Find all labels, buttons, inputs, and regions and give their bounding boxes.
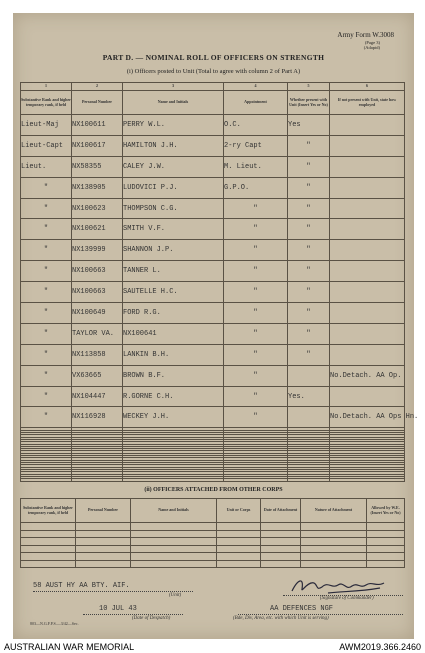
- table-cell: [131, 530, 217, 538]
- table-cell: [21, 523, 76, 531]
- table-cell: NX138905: [72, 177, 123, 198]
- table-cell: [217, 560, 261, 568]
- table-cell: [330, 282, 405, 303]
- table-cell: [301, 523, 367, 531]
- table-cell: NX100663: [72, 282, 123, 303]
- table-cell: [261, 530, 301, 538]
- table-cell: BROWN B.F.: [123, 365, 224, 386]
- table-cell: 2-ry Capt: [224, 135, 288, 156]
- table-cell: PERRY W.L.: [123, 115, 224, 136]
- table-row: [21, 323, 405, 344]
- table-cell: [21, 553, 76, 561]
- table-cell: SHANNON J.P.: [123, 240, 224, 261]
- table-cell: ": [288, 323, 330, 344]
- table-cell: ": [288, 344, 330, 365]
- table-cell: [301, 538, 367, 546]
- table-cell: [367, 553, 405, 561]
- table-cell: [21, 545, 76, 553]
- table-cell: G.P.O.: [224, 177, 288, 198]
- column-header: Allowed by W.E. (Insert Yes or No): [367, 499, 405, 523]
- table-cell: ": [224, 198, 288, 219]
- table-cell: ": [224, 365, 288, 386]
- table-cell: ": [224, 240, 288, 261]
- table-cell: NX100641: [123, 323, 224, 344]
- column-header: Whether present with Unit (Insert Yes or No): [288, 91, 330, 115]
- table-row: [21, 282, 405, 303]
- column-header: Substantive Rank and higher temporary rank, if held: [21, 91, 72, 115]
- table-cell: ": [224, 323, 288, 344]
- table-cell: ": [21, 198, 72, 219]
- table-cell: [330, 135, 405, 156]
- form-number: Army Form W.3008: [337, 31, 394, 39]
- table-cell: ": [288, 261, 330, 282]
- table-cell: ": [288, 282, 330, 303]
- table-cell: CALEY J.W.: [123, 156, 224, 177]
- table-cell: [76, 553, 131, 561]
- table-cell: ": [288, 198, 330, 219]
- column-header-row: [21, 499, 405, 523]
- table-cell: [217, 553, 261, 561]
- table-cell: [76, 538, 131, 546]
- table-cell: [330, 115, 405, 136]
- table-row: [21, 560, 405, 568]
- table-cell: LUDOVICI P.J.: [123, 177, 224, 198]
- table-cell: ": [21, 386, 72, 407]
- table-cell: ": [21, 365, 72, 386]
- column-header: Personal Number: [72, 91, 123, 115]
- table-cell: R.GORNE C.H.: [123, 386, 224, 407]
- table-cell: Yes.: [288, 386, 330, 407]
- table-cell: [131, 553, 217, 561]
- table-cell: LANKIN B.H.: [123, 344, 224, 365]
- table-cell: [217, 523, 261, 531]
- table-cell: [76, 523, 131, 531]
- table-row: [21, 240, 405, 261]
- form-sheet: [13, 13, 419, 639]
- table-cell: [330, 386, 405, 407]
- table-cell: ": [21, 323, 72, 344]
- table-row: [21, 523, 405, 531]
- table-cell: NX100623: [72, 198, 123, 219]
- table-cell: [330, 344, 405, 365]
- column-header: If not present with Unit, state how employed: [330, 91, 405, 115]
- table-cell: [21, 538, 76, 546]
- column-header-row: [21, 91, 405, 115]
- table-cell: ": [224, 219, 288, 240]
- table-cell: NX139999: [72, 240, 123, 261]
- table-cell: ": [224, 303, 288, 324]
- table-cell: ": [288, 156, 330, 177]
- table-cell: ": [21, 261, 72, 282]
- table-row: [21, 303, 405, 324]
- table-cell: ": [224, 344, 288, 365]
- table-cell: [131, 560, 217, 568]
- table-cell: [330, 303, 405, 324]
- table-cell: [217, 530, 261, 538]
- unit-name: 58 AUST HY AA BTY. AIF.: [33, 582, 130, 590]
- signature-caption: (Signature of Commander): [320, 596, 374, 601]
- table-cell: ": [288, 219, 330, 240]
- table-cell: HAMILTON J.H.: [123, 135, 224, 156]
- table-cell: [224, 479, 288, 482]
- table-row: [21, 386, 405, 407]
- part-title: PART D. — NOMINAL ROLL OF OFFICERS ON STRENGTH: [102, 53, 325, 62]
- table-cell: ": [21, 177, 72, 198]
- table-cell: [301, 545, 367, 553]
- credit-left: AUSTRALIAN WAR MEMORIAL: [4, 642, 135, 652]
- table-cell: [367, 545, 405, 553]
- column-number: 1: [21, 83, 72, 91]
- table-cell: [367, 560, 405, 568]
- table-row: [21, 553, 405, 561]
- column-header: Appointment: [224, 91, 288, 115]
- table-cell: O.C.: [224, 115, 288, 136]
- table-row: [21, 177, 405, 198]
- table-cell: ": [224, 282, 288, 303]
- table-cell: TAYLOR VA.: [72, 323, 123, 344]
- section-i-title: (i) Officers posted to Unit (Total to agree with column 2 of Part A): [126, 68, 301, 75]
- table-cell: [123, 479, 224, 482]
- table-cell: [367, 523, 405, 531]
- column-number: 6: [330, 83, 405, 91]
- table-cell: Lieut.: [21, 156, 72, 177]
- table-cell: [301, 553, 367, 561]
- table-cell: THOMPSON C.G.: [123, 198, 224, 219]
- page-number: (Page 3): [364, 40, 380, 45]
- table-cell: [217, 538, 261, 546]
- table-cell: ": [288, 177, 330, 198]
- despatch-date: 10 JUL 43: [99, 605, 137, 613]
- table-cell: TANNER L.: [123, 261, 224, 282]
- table-row: [21, 538, 405, 546]
- column-header: Substantive Rank and higher temporary rank, if held: [21, 499, 76, 523]
- table-cell: [21, 530, 76, 538]
- table-cell: [131, 545, 217, 553]
- table-cell: [288, 407, 330, 428]
- table-cell: [131, 538, 217, 546]
- table-row: [21, 344, 405, 365]
- table-row: [21, 115, 405, 136]
- date-caption: (Date of Despatch): [132, 616, 171, 621]
- column-header: Personal Number: [76, 499, 131, 523]
- officers-posted-table: [20, 82, 419, 482]
- table-cell: [131, 523, 217, 531]
- table-cell: ": [21, 344, 72, 365]
- table-cell: [301, 530, 367, 538]
- commander-signature: [288, 573, 393, 597]
- table-cell: Yes: [288, 115, 330, 136]
- table-row: [21, 545, 405, 553]
- table-row: [21, 407, 405, 428]
- table-cell: ": [288, 135, 330, 156]
- table-cell: VX63665: [72, 365, 123, 386]
- table-cell: SMITH V.F.: [123, 219, 224, 240]
- column-number: 4: [224, 83, 288, 91]
- table-cell: ": [288, 240, 330, 261]
- table-cell: ": [224, 386, 288, 407]
- table-cell: [301, 560, 367, 568]
- column-header: Name and Initials: [131, 499, 217, 523]
- table-cell: [76, 560, 131, 568]
- table-cell: ": [21, 407, 72, 428]
- table-cell: [261, 538, 301, 546]
- table-cell: [76, 530, 131, 538]
- table-cell: [288, 365, 330, 386]
- table-cell: [330, 323, 405, 344]
- table-cell: [330, 240, 405, 261]
- table-cell: ": [288, 303, 330, 324]
- section-ii-title: (ii) OFFICERS ATTACHED FROM OTHER CORPS: [144, 487, 283, 493]
- table-cell: WECKEY J.H.: [123, 407, 224, 428]
- column-header: Nature of Attachment: [301, 499, 367, 523]
- table-cell: [330, 479, 405, 482]
- table-cell: FORD R.G.: [123, 303, 224, 324]
- table-cell: [330, 177, 405, 198]
- table-cell: ": [21, 219, 72, 240]
- table-cell: NX100617: [72, 135, 123, 156]
- formation-name: AA DEFENCES NGF: [270, 605, 334, 613]
- table-cell: SAUTELLE H.C.: [123, 282, 224, 303]
- table-cell: [72, 479, 123, 482]
- table-cell: NX113858: [72, 344, 123, 365]
- column-header: Unit or Corps: [217, 499, 261, 523]
- table-cell: NX104447: [72, 386, 123, 407]
- table-cell: ": [224, 261, 288, 282]
- table-row: [21, 261, 405, 282]
- table-cell: NX100611: [72, 115, 123, 136]
- table-row: [21, 198, 405, 219]
- table-cell: [261, 553, 301, 561]
- table-cell: [330, 198, 405, 219]
- table-cell: NX100663: [72, 261, 123, 282]
- adapted-note: (Adaptd): [363, 45, 380, 50]
- credit-right: AWM2019.366.2460: [339, 642, 421, 652]
- formation-caption: (Bde, Div, Area, etc. with which Unit is serving): [233, 616, 329, 621]
- table-cell: NX100649: [72, 303, 123, 324]
- print-code: 803—N.G.F.P.S.—3/42—Sec.: [30, 621, 79, 626]
- table-cell: [330, 261, 405, 282]
- officers-attached-table: [20, 498, 404, 568]
- table-row: [21, 135, 405, 156]
- table-cell: [21, 560, 76, 568]
- table-row: [21, 530, 405, 538]
- table-cell: [261, 545, 301, 553]
- table-row: [21, 156, 405, 177]
- column-header: Name and Initials: [123, 91, 224, 115]
- table-cell: [367, 530, 405, 538]
- table-cell: No.Detach. AA Ops Hn.: [330, 407, 405, 428]
- column-number: 3: [123, 83, 224, 91]
- table-cell: NX116928: [72, 407, 123, 428]
- table-cell: Lieut-Maj: [21, 115, 72, 136]
- table-cell: NX58355: [72, 156, 123, 177]
- table-cell: ": [224, 407, 288, 428]
- table-cell: ": [21, 303, 72, 324]
- table-cell: [217, 545, 261, 553]
- table-cell: NX100621: [72, 219, 123, 240]
- table-cell: ": [21, 282, 72, 303]
- table-cell: ": [21, 240, 72, 261]
- column-number: 5: [288, 83, 330, 91]
- table-cell: [330, 156, 405, 177]
- table-row: [21, 219, 405, 240]
- table-cell: No.Detach. AA Op.: [330, 365, 405, 386]
- table-cell: [288, 479, 330, 482]
- unit-caption: (Unit): [169, 593, 182, 598]
- table-cell: [261, 523, 301, 531]
- table-cell: [261, 560, 301, 568]
- table-row: [21, 479, 405, 482]
- table-cell: [21, 479, 72, 482]
- table-cell: M. Lieut.: [224, 156, 288, 177]
- table-cell: [76, 545, 131, 553]
- table-cell: Lieut-Capt: [21, 135, 72, 156]
- table-row: [21, 365, 405, 386]
- column-number: 2: [72, 83, 123, 91]
- column-header: Date of Attachment: [261, 499, 301, 523]
- column-number-row: [21, 83, 405, 91]
- table-cell: [367, 538, 405, 546]
- table-cell: [330, 219, 405, 240]
